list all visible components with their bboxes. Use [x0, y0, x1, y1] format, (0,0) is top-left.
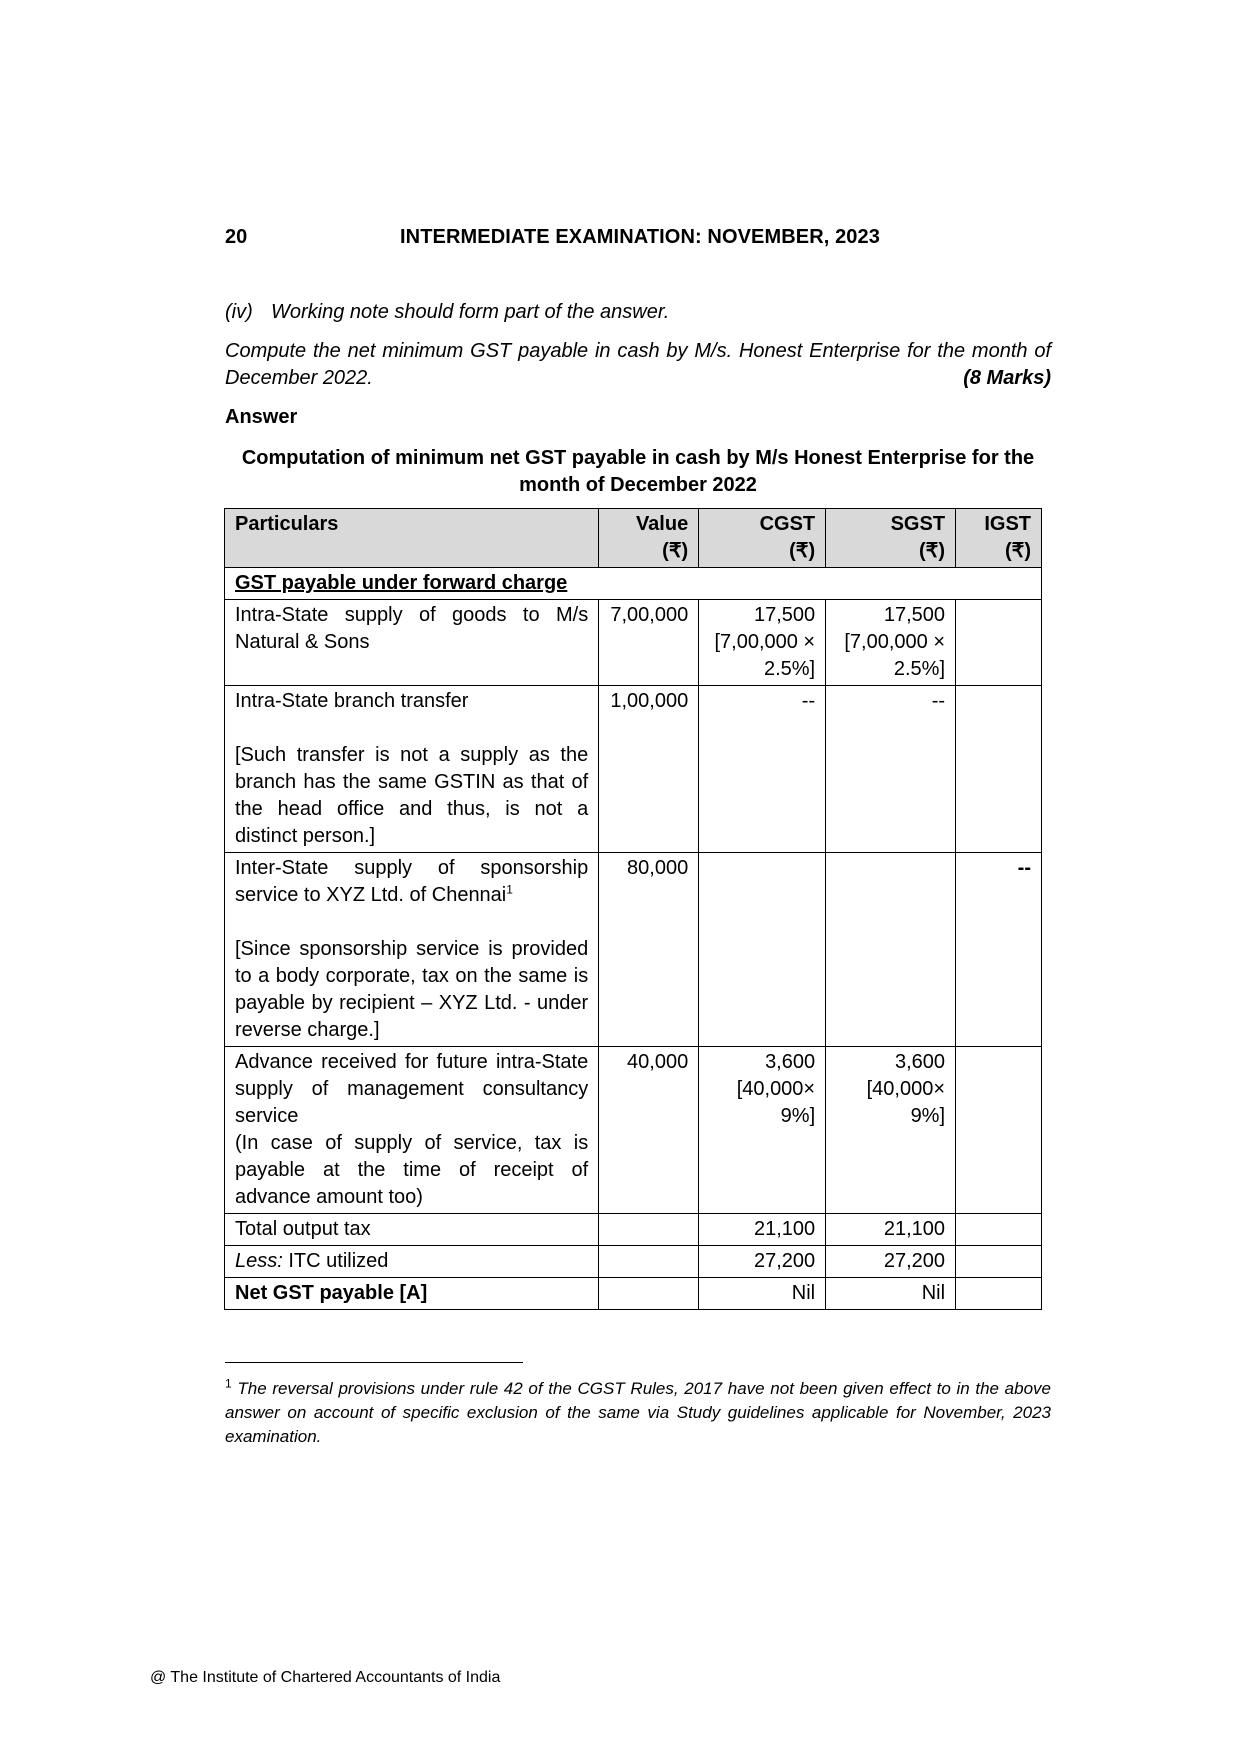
column-header-value-unit: (₹) [662, 540, 689, 562]
note-number: (iv) [225, 301, 253, 323]
value-cell: 1,00,000 [599, 686, 699, 853]
igst-cell [956, 1246, 1042, 1278]
igst-cell [956, 1214, 1042, 1246]
footnote-mark: 1 [225, 1376, 232, 1391]
particulars-cell: Intra-State supply of goods to M/s Natural & Sons [225, 600, 599, 686]
running-header: INTERMEDIATE EXAMINATION: NOVEMBER, 2023 [400, 226, 880, 248]
particulars-cell [225, 1047, 599, 1214]
value-cell: 80,000 [599, 853, 699, 1047]
value-cell: 40,000 [599, 1047, 699, 1214]
cgst-calculation-line-2: 2.5%] [763, 658, 816, 680]
table-row-total-output-tax [225, 1214, 1042, 1246]
particulars-description-text: Inter-State supply of sponsorship service to XYZ Ltd. of Chennai [235, 857, 589, 906]
sgst-cell [826, 600, 956, 686]
table-title [225, 445, 1051, 499]
cgst-calculation-line-2: 9%] [780, 1105, 816, 1127]
footnote-reference: 1 [506, 882, 513, 897]
cgst-cell [699, 1047, 826, 1214]
igst-cell [956, 1278, 1042, 1310]
section-label-cell [225, 568, 1042, 600]
particulars-cell: Total output tax [225, 1214, 599, 1246]
working-note-instruction [225, 301, 669, 324]
cgst-cell: 27,200 [699, 1246, 826, 1278]
cgst-cell: Nil [699, 1278, 826, 1310]
particulars-cell: Net GST payable [A] [225, 1278, 599, 1310]
table-row-net-gst-payable [225, 1278, 1042, 1310]
less-prefix: Less: [235, 1250, 283, 1272]
sgst-cell: -- [826, 686, 956, 853]
gst-computation-table [224, 508, 1042, 1310]
particulars-description [235, 855, 588, 909]
cgst-cell [699, 853, 826, 1047]
paragraph-gap [235, 909, 588, 936]
sgst-calculation-line-2: 2.5%] [893, 658, 946, 680]
particulars-cell [225, 686, 599, 853]
cgst-cell: 21,100 [699, 1214, 826, 1246]
cgst-calculation-line-1: [40,000× [736, 1078, 816, 1100]
table-row-itc-utilized [225, 1246, 1042, 1278]
particulars-note: [Such transfer is not a supply as the branch has the same GSTIN as that of the head office and thus, is not a distinct person.] [235, 744, 589, 847]
sgst-calculation-line-1: [40,000× [866, 1078, 946, 1100]
particulars-description: Advance received for future intra-State supply of management consultancy service [235, 1051, 589, 1127]
sgst-calculation-line-2: 9%] [910, 1105, 946, 1127]
cgst-cell: -- [699, 686, 826, 853]
column-header-particulars: Particulars [225, 509, 599, 568]
particulars-cell [225, 1246, 599, 1278]
table-row [225, 686, 1042, 853]
sgst-cell [826, 853, 956, 1047]
particulars-note: [Since sponsorship service is provided to a body corporate, tax on the same is payable by recipient – XYZ Ltd. - under reverse charge.] [235, 938, 589, 1041]
footnote-separator [225, 1362, 523, 1363]
column-header-cgst [699, 509, 826, 568]
question-prompt [225, 338, 1051, 392]
column-header-igst-unit: (₹) [1004, 540, 1031, 562]
note-text: Working note should form part of the answer. [271, 301, 670, 323]
column-header-value [599, 509, 699, 568]
value-cell: 7,00,000 [599, 600, 699, 686]
table-title-line-1: Computation of minimum net GST payable in cash by M/s Honest Enterprise for the [241, 447, 1035, 469]
cgst-amount: 3,600 [765, 1051, 816, 1073]
cgst-amount: 17,500 [753, 604, 816, 626]
table-row [225, 600, 1042, 686]
question-text: Compute the net minimum GST payable in cash by M/s. Honest Enterprise for the month of December 2022. [225, 340, 1051, 389]
particulars-cell [225, 853, 599, 1047]
table-section-row [225, 568, 1042, 600]
table-row [225, 853, 1042, 1047]
cgst-cell [699, 600, 826, 686]
particulars-note: (In case of supply of service, tax is payable at the time of receipt of advance amount too) [235, 1132, 589, 1208]
column-header-cgst-unit: (₹) [789, 540, 816, 562]
column-header-sgst-unit: (₹) [918, 540, 946, 562]
sgst-cell: Nil [826, 1278, 956, 1310]
publisher-footer: @ The Institute of Chartered Accountants of India [150, 1669, 501, 1686]
value-cell [599, 1214, 699, 1246]
page-number: 20 [225, 226, 248, 248]
answer-heading: Answer [225, 406, 298, 428]
table-header-row [225, 509, 1042, 568]
table-row [225, 1047, 1042, 1214]
paragraph-gap [235, 715, 588, 742]
column-header-igst [956, 509, 1042, 568]
sgst-cell: 27,200 [826, 1246, 956, 1278]
section-label-forward-charge: GST payable under forward charge [235, 572, 568, 594]
marks-label: (8 Marks) [963, 367, 1051, 389]
sgst-cell [826, 1047, 956, 1214]
table-title-line-2: month of December 2022 [519, 474, 757, 496]
column-header-sgst-label: SGST [890, 513, 946, 535]
footnote [225, 1377, 1051, 1449]
column-header-value-label: Value [635, 513, 689, 535]
sgst-amount: 17,500 [883, 604, 946, 626]
sgst-amount: 3,600 [894, 1051, 946, 1073]
igst-cell [956, 686, 1042, 853]
cgst-calculation-line-1: [7,00,000 × [714, 631, 816, 653]
igst-cell [956, 600, 1042, 686]
particulars-description: Intra-State branch transfer [235, 690, 469, 712]
igst-cell: -- [956, 853, 1042, 1047]
value-cell [599, 1278, 699, 1310]
sgst-cell: 21,100 [826, 1214, 956, 1246]
igst-cell [956, 1047, 1042, 1214]
itc-label: ITC utilized [282, 1250, 389, 1272]
sgst-calculation-line-1: [7,00,000 × [844, 631, 946, 653]
column-header-cgst-label: CGST [759, 513, 816, 535]
column-header-sgst [826, 509, 956, 568]
value-cell [599, 1246, 699, 1278]
footnote-text: The reversal provisions under rule 42 of the CGST Rules, 2017 have not been given effect to in the above answer on account of specific exclusion of the same via Study guidelines applicable for November, 2023 examination. [225, 1379, 1051, 1446]
column-header-igst-label: IGST [984, 513, 1031, 535]
